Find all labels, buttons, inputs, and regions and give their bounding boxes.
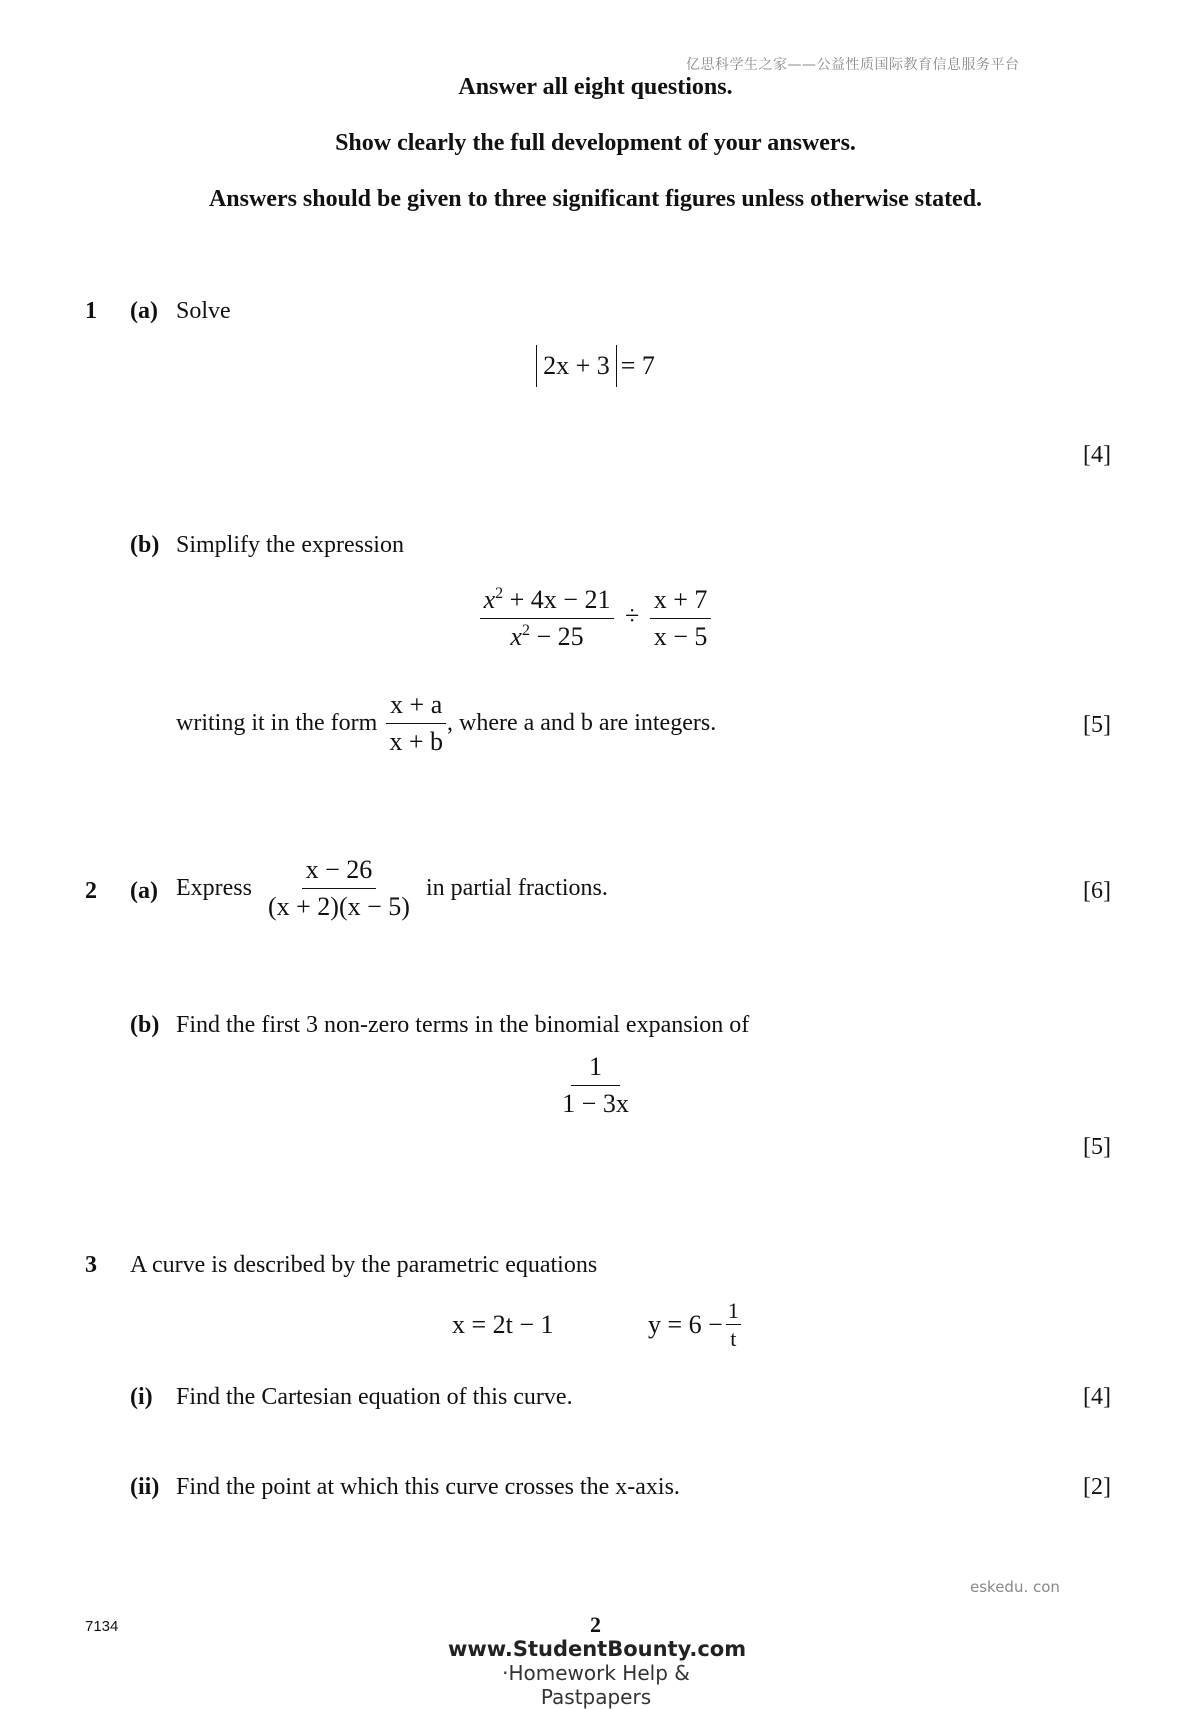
- q2-part-b-text: Find the first 3 non-zero terms in the binomial expansion of: [176, 1012, 750, 1038]
- q3ii-marks: [2]: [1083, 1474, 1111, 1500]
- q3i-marks: [4]: [1083, 1384, 1111, 1410]
- q3-part-i-text: Find the Cartesian equation of this curve.: [176, 1384, 573, 1410]
- q3-equation-x: x = 2t − 1: [452, 1310, 554, 1339]
- instruction-2: Show clearly the full development of your answers.: [335, 130, 856, 156]
- q3-equation-y: y = 6 − $\frac{1}{t}$: [648, 1298, 739, 1352]
- q3-part-ii-label: (ii): [130, 1474, 160, 1500]
- q3-y-fraction: $\frac{1}{t}$: [727, 1298, 739, 1352]
- q1a-equation: [0, 345, 1191, 387]
- q2b-expression: [0, 1052, 1191, 1119]
- fraction-2: $\frac{x + 7}{x - 5}$: [650, 585, 712, 652]
- question-2-number: 2: [85, 878, 97, 904]
- instruction-3: Answers should be given to three significant figures unless otherwise stated.: [208, 186, 983, 212]
- logo-tagline: ·Homework Help & Pastpapers: [502, 1661, 690, 1709]
- watermark-bottom: eskedu. con: [970, 1578, 1060, 1596]
- q2-part-b-label: (b): [130, 1012, 160, 1038]
- division-operator: ÷: [624, 601, 640, 631]
- q2a-text-post: in partial fractions.: [425, 874, 608, 901]
- binomial-fraction: $\frac{1}{1 - 3x}$: [562, 1052, 629, 1118]
- q1-part-b-text: Simplify the expression: [176, 532, 404, 558]
- q2a-line: [176, 855, 608, 922]
- question-3-number: 3: [85, 1252, 97, 1278]
- q2a-text-pre: Express: [176, 874, 252, 901]
- q3-part-i-label: (i): [130, 1384, 153, 1410]
- watermark-top: 亿思科学生之家——公益性质国际教育信息服务平台: [686, 57, 1020, 73]
- q2a-fraction: $\frac{x - 26}{(x + 2)(x - 5)}$: [267, 855, 410, 921]
- studentbounty-logo[interactable]: [448, 1637, 747, 1709]
- question-1-number: 1: [85, 298, 97, 324]
- q1-part-a-text: Solve: [176, 298, 231, 324]
- absolute-value-expression: 2x + 3: [536, 345, 617, 387]
- form-fraction: $\frac{x + a}{x + b}$: [385, 690, 447, 757]
- fraction-1: $\frac{x^2 + 4x - 21}{x^2 - 25}$: [480, 585, 615, 652]
- instruction-1: Answer all eight questions.: [458, 74, 733, 100]
- q2a-marks: [6]: [1083, 878, 1111, 904]
- q1b-form-line: [176, 690, 716, 757]
- form-text-post: , where a and b are integers.: [446, 709, 717, 736]
- paper-code: 7134: [85, 1618, 119, 1635]
- q1a-marks: [4]: [1083, 442, 1111, 468]
- q1b-expression: [0, 585, 1191, 652]
- q1-part-a-label: (a): [130, 298, 158, 324]
- page-number: 2: [590, 1612, 601, 1637]
- q3-text: A curve is described by the parametric equations: [130, 1252, 598, 1278]
- logo-url[interactable]: www.StudentBounty.com: [448, 1637, 747, 1661]
- equation-rhs: = 7: [620, 351, 655, 380]
- q1-part-b-label: (b): [130, 532, 160, 558]
- q2-part-a-label: (a): [130, 878, 158, 904]
- form-text-pre: writing it in the form: [176, 709, 378, 736]
- q2b-marks: [5]: [1083, 1134, 1111, 1160]
- q1b-marks: [5]: [1083, 712, 1111, 738]
- q3-part-ii-text: Find the point at which this curve crosses the x-axis.: [176, 1474, 680, 1500]
